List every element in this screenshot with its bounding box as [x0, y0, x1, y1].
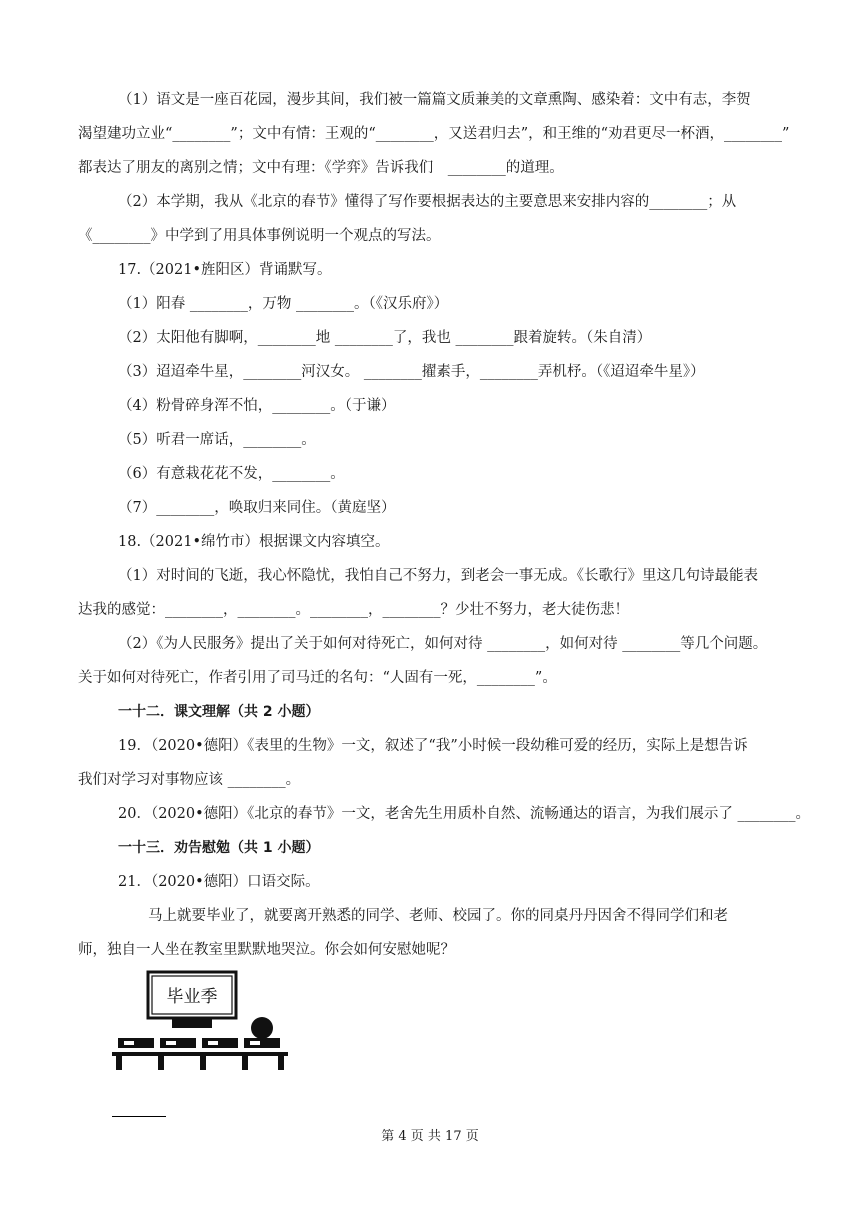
text-line: （2）本学期，我从《北京的春节》懂得了写作要根据表达的主要意思来安排内容的________；从: [118, 194, 737, 210]
text-line: （7）________，唤取归来同住。（黄庭坚）: [118, 500, 396, 516]
text-line: （3）迢迢牵牛星，________河汉女。 ________擢素手，________弄机杼。（《迢迢牵牛星》）: [118, 364, 705, 380]
text-line: （1）阳春 ________，万物 ________。（《汉乐府》）: [118, 296, 449, 312]
text-line: （1）语文是一座百花园，漫步其间，我们被一篇篇文质兼美的文章熏陶、感染着：文中有志，李贺: [118, 92, 751, 108]
text-line: 渴望建功立业“________”；文中有情：王观的“________，又送君归去”，和王维的“劝君更尽一杯酒，________”: [78, 126, 790, 142]
graduation-classroom-illustration: [112, 968, 292, 1076]
question-heading: 20．（2020•德阳）《北京的春节》一文，老舍先生用质朴自然、流畅通达的语言，为我们展示了 ________。: [118, 806, 811, 822]
question-heading: 19．（2020•德阳）《表里的生物》一文，叙述了“我”小时候一段幼稚可爱的经历，实际上是想告诉: [118, 738, 748, 754]
text-line: （6）有意栽花花不发，________。: [118, 466, 345, 482]
text-line: 我们对学习对事物应该 ________。: [78, 772, 301, 788]
answer-blank: [112, 1116, 166, 1117]
text-line: （5）听君一席话，________。: [118, 432, 316, 448]
text-line: 师，独自一人坐在教室里默默地哭泣。你会如何安慰她呢？: [78, 942, 455, 958]
text-line: 都表达了朋友的离别之情；文中有理：《学弈》告诉我们 ________的道理。: [78, 160, 564, 176]
text-line: （4）粉骨碎身浑不怕，________。（于谦）: [118, 398, 396, 414]
page-footer: 第 4 页 共 17 页: [381, 1129, 479, 1144]
question-heading: 21．（2020•德阳）口语交际。: [118, 874, 320, 890]
text-line: （1）对时间的飞逝，我心怀隐忧，我怕自己不努力，到老会一事无成。《长歌行》里这几句诗最能表: [118, 568, 758, 584]
question-heading: 18.（2021•绵竹市）根据课文内容填空。: [118, 534, 390, 550]
text-line: 关于如何对待死亡，作者引用了司马迁的名句：“人固有一死，________”。: [78, 670, 557, 686]
text-line: 《________》中学到了用具体事例说明一个观点的写法。: [78, 228, 441, 244]
question-heading: 17.（2021•旌阳区）背诵默写。: [118, 262, 332, 278]
text-line: 马上就要毕业了，就要离开熟悉的同学、老师、校园了。你的同桌丹丹因舍不得同学们和老: [148, 908, 728, 924]
text-line: 达我的感觉：________，________。________，________？少壮不努力，老大徒伤悲！: [78, 602, 629, 618]
text-line: （2）太阳他有脚啊，________地 ________了，我也 ________跟着旋转。（朱自清）: [118, 330, 652, 346]
section-heading: 一十二．课文理解（共 2 小题）: [118, 704, 320, 720]
section-heading: 一十三．劝告慰勉（共 1 小题）: [118, 840, 320, 856]
sign-text: 毕业季: [166, 987, 218, 1007]
text-line: （2）《为人民服务》提出了关于如何对待死亡，如何对待 ________，如何对待 ________等几个问题。: [118, 636, 768, 652]
